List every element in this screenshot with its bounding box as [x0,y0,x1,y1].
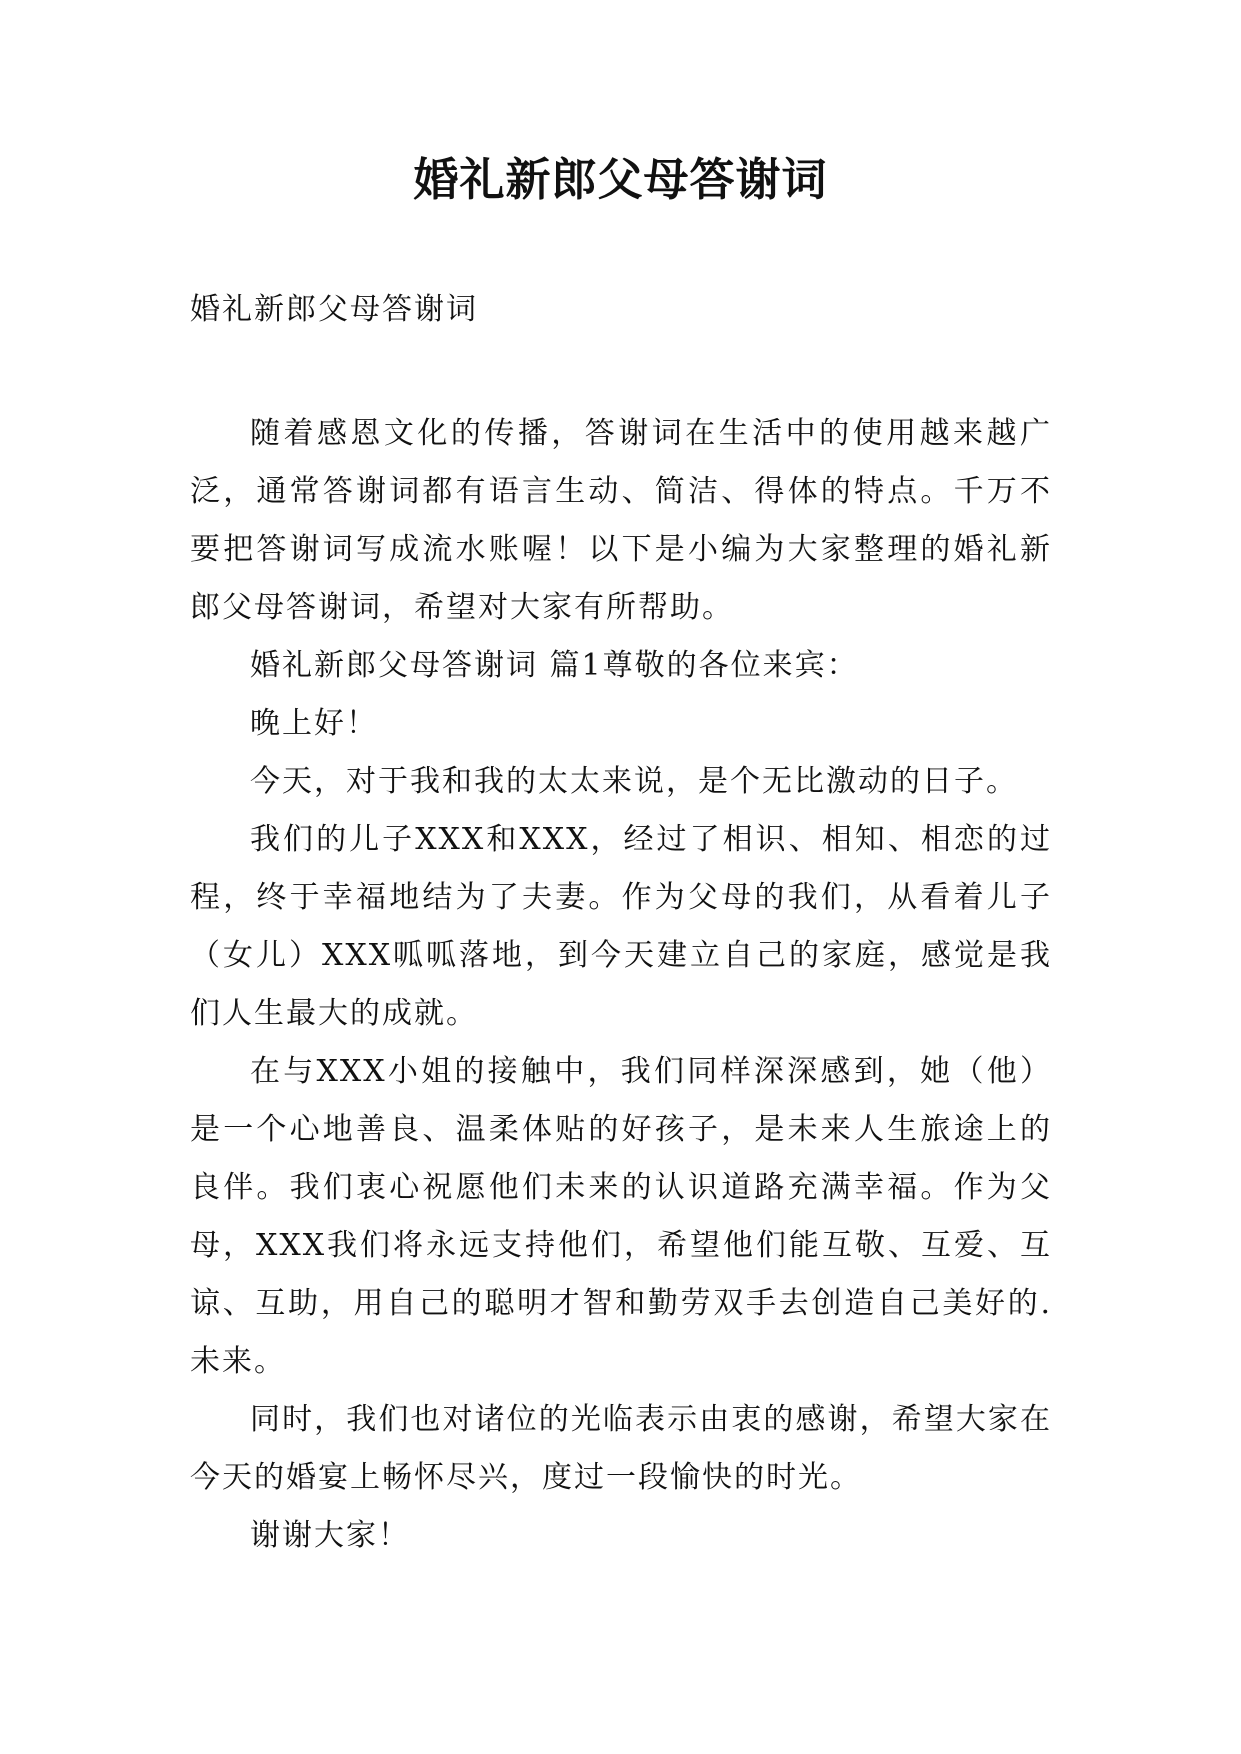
paragraph-bride: 在与XXX小姐的接触中，我们同样深深感到，她（他）是一个心地善良、温柔体贴的好孩子，是未来人生旅途上的良伴。我们衷心祝愿他们未来的认识道路充满幸福。作为父母，XXX我们将永远支持他们，希望他们能互敬、互爱、互谅、互助，用自己的聪明才智和勤劳双手去创造自己美好的.未来。 [190,1054,1052,1379]
paragraph-good-evening: 晚上好！ [250,706,378,741]
paragraph-thanks-guests: 同时，我们也对诸位的光临表示由衷的感谢，希望大家在今天的婚宴上畅怀尽兴，度过一段愉快的时光。 [190,1402,1052,1495]
paragraph-closing: 谢谢大家！ [250,1518,410,1553]
paragraph-intro: 随着感恩文化的传播，答谢词在生活中的使用越来越广泛，通常答谢词都有语言生动、简洁、得体的特点。千万不要把答谢词写成流水账喔！以下是小编为大家整理的婚礼新郎父母答谢词，希望对大家有所帮助。 [190,416,1052,625]
document-body [190,405,1052,1565]
document-subtitle: 婚礼新郎父母答谢词 [190,292,478,327]
paragraph-today: 今天，对于我和我的太太来说，是个无比激动的日子。 [250,764,1018,799]
paragraph-heading-greeting: 婚礼新郎父母答谢词 篇1尊敬的各位来宾： [250,648,859,683]
paragraph-son: 我们的儿子XXX和XXX，经过了相识、相知、相恋的过程，终于幸福地结为了夫妻。作为父母的我们，从看着儿子（女儿）XXX呱呱落地，到今天建立自己的家庭，感觉是我们人生最大的成就。 [190,822,1052,1031]
document-title: 婚礼新郎父母答谢词 [413,153,828,206]
